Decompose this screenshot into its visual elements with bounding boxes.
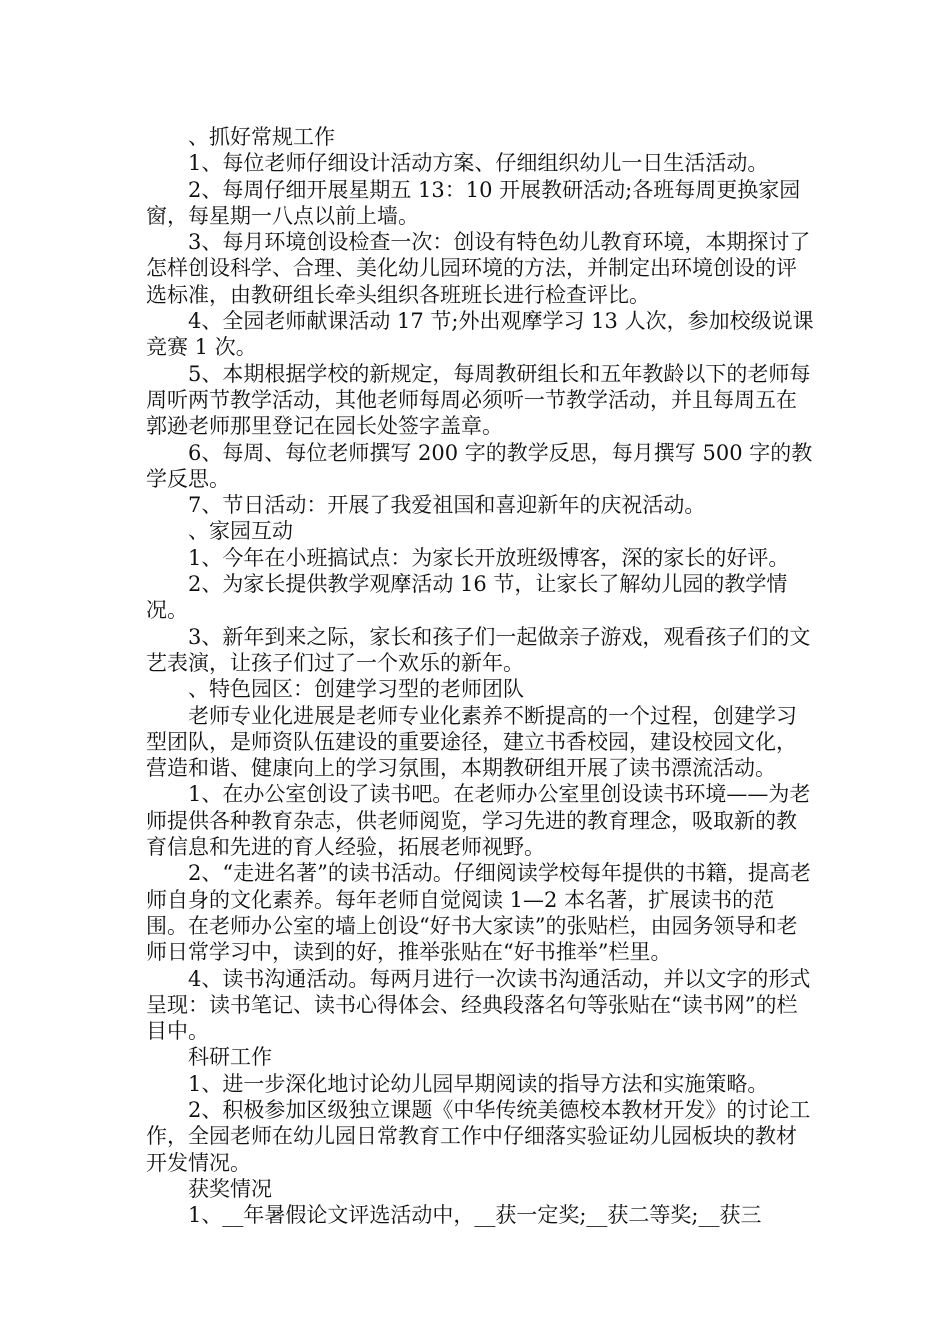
paragraph-item: 1、进一步深化地讨论幼儿园早期阅读的指导方法和实施策略。: [188, 1071, 769, 1096]
paragraph-item: 5、本期根据学校的新规定，每周教研组长和五年教龄以下的老师每周听两节教学活动，其他老师每周必须听一节教学活动，并且每周五在郭逊老师那里登记在园长处签字盖章。: [146, 361, 811, 439]
paragraph-item: 1、今年在小班搞试点：为家长开放班级博客，深的家长的好评。: [188, 545, 790, 570]
paragraph-item: 2、积极参加区级独立课题《中华传统美德校本教材开发》的讨论工作，全园老师在幼儿园日常教育工作中仔细落实验证幼儿园板块的教材开发情况。: [146, 1097, 811, 1175]
section-heading-home-school: 、家园互动: [188, 519, 293, 544]
section-heading-research: 科研工作: [188, 1045, 272, 1070]
paragraph-item: 1、每位老师仔细设计活动方案、仔细组织幼儿一日生活活动。: [188, 151, 769, 176]
paragraph-item: 2、为家长提供教学观摩活动 16 节，让家长了解幼儿园的教学情况。: [146, 572, 788, 623]
paragraph-item: 3、每月环境创设检查一次：创设有特色幼儿教育环境，本期探讨了怎样创设科学、合理、美化幼儿园环境的方法，并制定出环境创设的评选标准，由教研组长牵头组织各班班长进行检查评比。: [146, 230, 811, 307]
paragraph-item: 老师专业化进展是老师专业化素养不断提高的一个过程，创建学习型团队，是师资队伍建设的重要途径，建立书香校园，建设校园文化，营造和谐、健康向上的学习氛围，本期教研组开展了读书漂流活动。: [146, 703, 797, 781]
section-heading-routine-work: 、抓好常规工作: [188, 125, 335, 149]
paragraph-item: 2、每周仔细开展星期五 13：10 开展教研活动;各班每周更换家园窗，每星期一八点以前上墙。: [146, 177, 801, 228]
paragraph-item: 4、读书沟通活动。每两月进行一次读书沟通活动，并以文字的形式呈现：读书笔记、读书心得体会、经典段落名句等张贴在“读书网”的栏目中。: [146, 966, 811, 1044]
paragraph-item: 1、__年暑假论文评选活动中，__获一定奖;__获二等奖;__获三: [188, 1203, 762, 1228]
paragraph-item: 1、在办公室创设了读书吧。在老师办公室里创设读书环境——为老师提供各种教育杂志，供老师阅览，学习先进的教育理念，吸取新的教育信息和先进的育人经验，拓展老师视野。: [146, 782, 811, 860]
paragraph-item: 4、全园老师献课活动 17 节;外出观摩学习 13 人次，参加校级说课竞赛 1 次。: [146, 309, 814, 360]
section-heading-awards: 获奖情况: [188, 1176, 272, 1201]
paragraph-item: 6、每周、每位老师撰写 200 字的教学反思，每月撰写 500 字的教学反思。: [146, 440, 813, 491]
paragraph-item: 7、节日活动：开展了我爱祖国和喜迎新年的庆祝活动。: [188, 493, 706, 518]
paragraph-item: 3、新年到来之际，家长和孩子们一起做亲子游戏，观看孩子们的文艺表演，让孩子们过了一个欢乐的新年。: [146, 624, 811, 675]
section-heading-featured-campus: 、特色园区：创建学习型的老师团队: [188, 677, 524, 702]
paragraph-item: 2、“走进名著”的读书活动。仔细阅读学校每年提供的书籍，提高老师自身的文化素养。每年老师自觉阅读 1—2 本名著，扩展读书的范围。在老师办公室的墙上创设“好书大家读”的张贴栏，由园务领导和老师日常学习中，读到的好，推举张贴在“好书推举”栏里。: [146, 861, 811, 965]
document-body: [146, 124, 816, 1228]
